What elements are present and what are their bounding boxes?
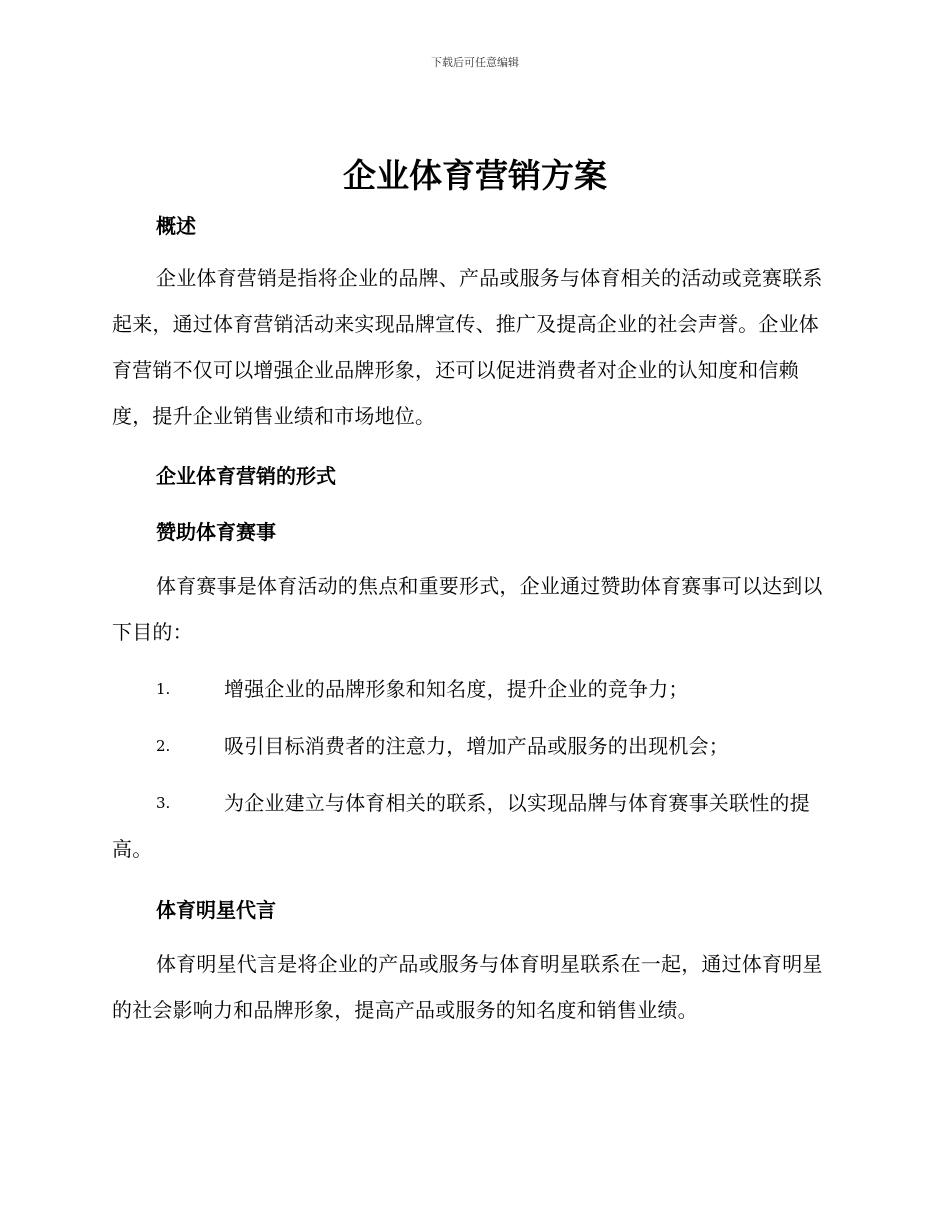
- sponsor-heading: 赞助体育赛事: [156, 520, 276, 544]
- list-number: 3.: [156, 794, 171, 812]
- list-number: 2.: [156, 737, 171, 755]
- athlete-heading: 体育明星代言: [156, 898, 276, 922]
- athlete-paragraph: 体育明星代言是将企业的产品或服务与体育明星联系在一起，通过体育明星的社会影响力和品牌形象，提高产品或服务的知名度和销售业绩。: [112, 952, 823, 1022]
- list-item: [112, 666, 836, 712]
- list-text: 增强企业的品牌形象和知名度，提升企业的竞争力；: [224, 677, 689, 701]
- sponsor-paragraph: 体育赛事是体育活动的焦点和重要形式，企业通过赞助体育赛事可以达到以下目的：: [112, 574, 823, 644]
- overview-paragraph: 企业体育营销是指将企业的品牌、产品或服务与体育相关的活动或竞赛联系起来，通过体育营销活动来实现品牌宣传、推广及提高企业的社会声誉。企业体育营销不仅可以增强企业品牌形象，还可以促进消费者对企业的认知度和信赖度，提升企业销售业绩和市场地位。: [112, 266, 823, 428]
- list-text: 吸引目标消费者的注意力，增加产品或服务的出现机会；: [224, 734, 729, 758]
- list-text: 为企业建立与体育相关的联系，以实现品牌与体育赛事关联性的提高。: [112, 791, 810, 861]
- document-title: 企业体育营销方案: [343, 156, 607, 195]
- list-number: 1.: [156, 680, 171, 698]
- overview-heading: 概述: [156, 214, 196, 238]
- list-item: [112, 780, 836, 872]
- header-note: 下载后可任意编辑: [431, 56, 519, 69]
- list-item: [112, 723, 836, 769]
- forms-heading: 企业体育营销的形式: [156, 464, 336, 488]
